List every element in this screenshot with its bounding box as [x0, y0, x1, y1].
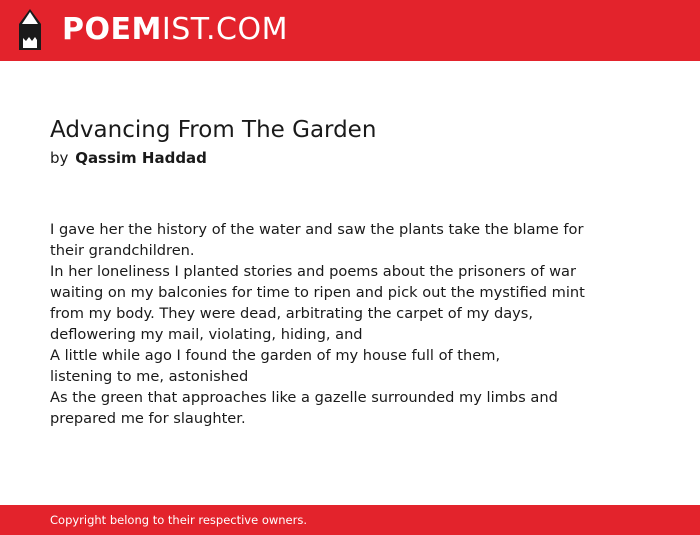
by-label: by: [50, 149, 69, 167]
author-name: Qassim Haddad: [75, 149, 207, 167]
poem-line: As the green that approaches like a gazelle surrounded my limbs and: [50, 389, 558, 406]
poem-line: I gave her the history of the water and saw the plants take the blame for: [50, 221, 584, 238]
site-footer: [0, 505, 700, 535]
poem-line: deflowering my mail, violating, hiding, and: [50, 326, 363, 343]
byline: [50, 149, 207, 167]
logo-light-text: IST.COM: [161, 12, 288, 47]
poem-body: [50, 219, 585, 429]
poem-line: prepared me for slaughter.: [50, 410, 246, 427]
pencil-icon: [17, 8, 43, 52]
site-logo[interactable]: [62, 12, 288, 48]
copyright-text: Copyright belong to their respective owners.: [50, 513, 308, 527]
site-header: [0, 0, 700, 61]
poem-line: waiting on my balconies for time to ripen and pick out the mystified mint: [50, 284, 585, 301]
logo-bold-text: POEM: [62, 12, 162, 47]
poem-line: their grandchildren.: [50, 242, 195, 259]
poem-line: A little while ago I found the garden of my house full of them,: [50, 347, 501, 364]
poem-line: In her loneliness I planted stories and poems about the prisoners of war: [50, 263, 577, 280]
poem-line: from my body. They were dead, arbitrating the carpet of my days,: [50, 305, 534, 322]
poem-title: Advancing From The Garden: [50, 117, 377, 143]
poem-line: listening to me, astonished: [50, 368, 249, 385]
